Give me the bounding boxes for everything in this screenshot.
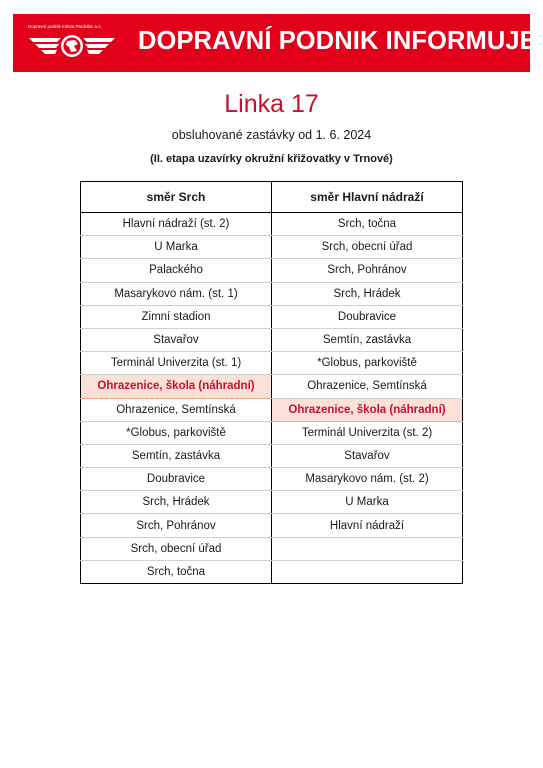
stop-cell: Semtín, zastávka	[81, 444, 272, 467]
stop-cell: Stavařov	[81, 328, 272, 351]
table-row	[81, 236, 463, 259]
stop-cell: *Globus, parkoviště	[81, 421, 272, 444]
stop-cell: *Globus, parkoviště	[272, 352, 463, 375]
stop-cell: Srch, Hrádek	[272, 282, 463, 305]
table-row	[81, 213, 463, 236]
stop-cell: Palackého	[81, 259, 272, 282]
highlighted-stop-cell: Ohrazenice, škola (náhradní)	[272, 398, 463, 421]
table-row	[81, 352, 463, 375]
table-row	[81, 537, 463, 560]
stop-cell: Srch, obecní úřad	[81, 537, 272, 560]
highlighted-stop-cell: Ohrazenice, škola (náhradní)	[81, 375, 272, 398]
stop-cell: Zimní stadion	[81, 305, 272, 328]
stop-cell: Ohrazenice, Semtínská	[81, 398, 272, 421]
stop-cell: Semtín, zastávka	[272, 328, 463, 351]
stop-cell: Doubravice	[81, 468, 272, 491]
table-row	[81, 468, 463, 491]
table-row	[81, 375, 463, 398]
table-row	[81, 421, 463, 444]
empty-cell	[272, 537, 463, 560]
stop-cell: U Marka	[81, 236, 272, 259]
company-name: Dopravní podnik města Pardubic a.s.	[28, 24, 102, 29]
closure-note: (II. etapa uzavírky okružní křižovatky v Trnové)	[150, 153, 393, 165]
header-banner	[13, 14, 537, 72]
stop-cell: Doubravice	[272, 305, 463, 328]
banner-title: DOPRAVNÍ PODNIK INFORMUJE	[138, 27, 537, 55]
stop-cell: Ohrazenice, Semtínská	[272, 375, 463, 398]
empty-cell	[272, 560, 463, 583]
stop-cell: Masarykovo nám. (st. 1)	[81, 282, 272, 305]
table-row	[81, 259, 463, 282]
table-row	[81, 305, 463, 328]
dpmp-winged-wheel-logo-icon	[27, 32, 117, 62]
stop-cell: Masarykovo nám. (st. 2)	[272, 468, 463, 491]
table-header-row	[81, 182, 463, 213]
table-row	[81, 328, 463, 351]
stop-cell: Srch, Pohránov	[272, 259, 463, 282]
table-row	[81, 514, 463, 537]
table-row	[81, 560, 463, 583]
column-header-direction-hlavni-nadrazi: směr Hlavní nádraží	[272, 182, 463, 213]
stop-cell: Hlavní nádraží (st. 2)	[81, 213, 272, 236]
stop-cell: Srch, Hrádek	[81, 491, 272, 514]
stop-cell: Stavařov	[272, 444, 463, 467]
validity-subtitle: obsluhované zastávky od 1. 6. 2024	[171, 128, 372, 142]
stop-cell: Terminál Univerzita (st. 1)	[81, 352, 272, 375]
table-row	[81, 444, 463, 467]
line-title: Linka 17	[224, 90, 319, 118]
table-row	[81, 282, 463, 305]
stop-cell: Srch, točna	[272, 213, 463, 236]
stops-table	[80, 181, 463, 584]
stop-cell: Hlavní nádraží	[272, 514, 463, 537]
stop-cell: Srch, točna	[81, 560, 272, 583]
stop-cell: Srch, obecní úřad	[272, 236, 463, 259]
table-row	[81, 398, 463, 421]
stop-cell: Srch, Pohránov	[81, 514, 272, 537]
stop-cell: Terminál Univerzita (st. 2)	[272, 421, 463, 444]
table-row	[81, 491, 463, 514]
stop-cell: U Marka	[272, 491, 463, 514]
column-header-direction-srch: směr Srch	[81, 182, 272, 213]
